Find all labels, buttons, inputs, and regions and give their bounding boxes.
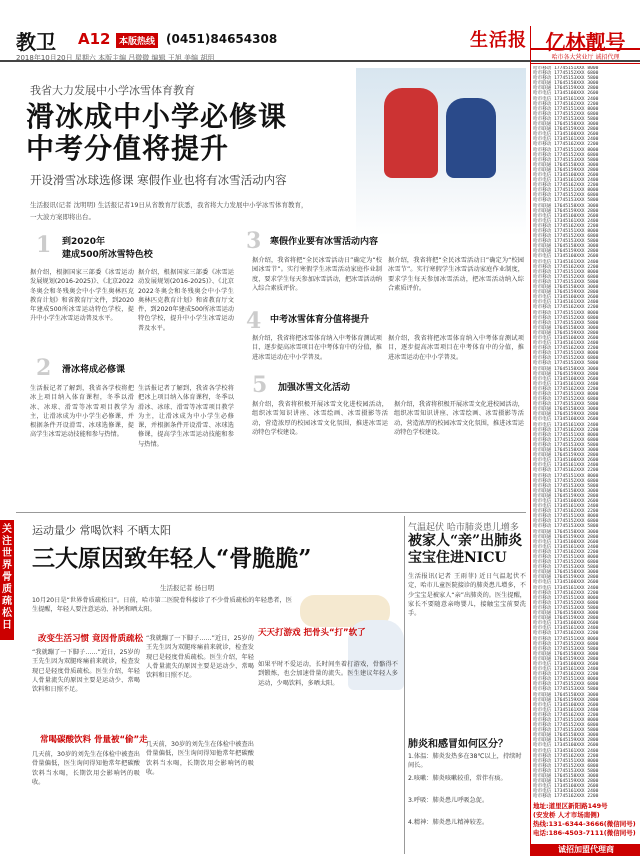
- story-title: 三大原因致年轻人“骨脆脆”: [32, 545, 312, 572]
- story-lead: 10月20日是“世界骨质疏松日”。日前，哈市第二医院骨科接诊了不少骨质疏松的年轻患者，医生提醒，年轻人要注意运动、补钙和晒太阳。: [32, 597, 292, 614]
- ad-number-line: 哈市移动 17745152XXX 6800: [533, 682, 599, 688]
- story-body-3: 如果平时不爱运动，长时间坐着打游戏，骨骼得不到锻炼，也会加速骨量的流失。医生建议年轻人多运动，少喝饮料，多晒太阳。: [258, 661, 398, 687]
- ad-number-line: 哈市移动 17745151XXX 8000: [533, 351, 599, 357]
- ad-number-line: 哈市电信 17345161XXX 2400: [533, 667, 599, 673]
- qa-item: 1.体温：肺炎发热多在38℃以上，持续时间长。: [408, 753, 522, 769]
- point-body-cont: 据介绍，我省将积极开展冰雪文化进校园活动，组织冰雪知识讲座、冰雪绘画、冰雪摄影等活动，营造浓厚的校园冰雪文化氛围，推进冰雪运动特色学校建设。: [394, 401, 524, 436]
- ad-number-line: 哈市移动 17745162XXX 2200: [533, 183, 599, 189]
- ad-number-line: 哈市移动 17745153XXX 5800: [533, 768, 599, 774]
- ad-number-line: 哈市电信 17345161XXX 2400: [533, 178, 599, 184]
- side-kicker: 气温起伏 哈市肺炎患儿增多: [408, 523, 519, 533]
- ad-number-line: 哈市移动 17745151XXX 8000: [533, 432, 599, 438]
- ad-number-line: 哈市联通 17645159XXX 2800: [533, 779, 599, 785]
- side-body: 生活报讯(记者 王雨菲) 近日气温起伏不定，哈市儿童医院接诊的肺炎患儿增多，不少宝宝是被家人“亲”出肺炎的。医生提醒，家长不要随意亲吻婴儿，接触宝宝前要洗手。: [408, 573, 526, 618]
- ad-number-line: 哈市联通 17645159XXX 2800: [533, 738, 599, 744]
- ad-number-line: 哈市移动 17745162XXX 2200: [533, 305, 599, 311]
- ad-number-line: 哈市联通 17645158XXX 3000: [533, 203, 599, 209]
- lead-story: [16, 68, 526, 236]
- lead-title-2: 中考分值将提升: [26, 132, 230, 165]
- ad-number-line: 哈市联通 17645159XXX 2800: [533, 616, 599, 622]
- ad-number-line: 哈市移动 17745151XXX 8000: [533, 147, 599, 153]
- ad-number-line: 哈市电信 17345160XXX 2600: [533, 254, 599, 260]
- ad-number-line: 哈市移动 17745153XXX 5800: [533, 565, 599, 571]
- ad-number-line: 哈市电信 17345160XXX 2600: [533, 539, 599, 545]
- ad-number-line: 哈市移动 17745151XXX 8000: [533, 269, 599, 275]
- point-body: 据介绍，我省将积极开展冰雪文化进校园活动，组织冰雪知识讲座、冰雪绘画、冰雪摄影等活动，营造浓厚的校园冰雪文化氛围，推进冰雪运动特色学校建设。: [252, 401, 388, 436]
- story-subhead-1: 改变生活习惯 竟因骨质疏松: [38, 634, 143, 644]
- ad-number-line: 哈市移动 17745152XXX 6800: [533, 193, 599, 199]
- ad-number-line: 哈市移动 17745153XXX 5800: [533, 483, 599, 489]
- ad-number-line: 哈市联通 17645159XXX 2800: [533, 208, 599, 214]
- point-title: 加强冰雪文化活动: [278, 383, 351, 393]
- ad-number-line: 哈市联通 17645158XXX 3000: [533, 162, 599, 168]
- ad-number-line: 哈市电信 17345160XXX 2600: [533, 458, 599, 464]
- ad-phone-2: 电话:186-4503-7111(微信同号): [533, 829, 636, 837]
- ad-number-line: 哈市电信 17345160XXX 2600: [533, 376, 599, 382]
- ad-address: 地址:道里区新阳路149号: [533, 802, 608, 810]
- ad-number-line: 哈市电信 17345161XXX 2400: [533, 707, 599, 713]
- ad-number-line: 哈市移动 17745162XXX 2200: [533, 753, 599, 759]
- ad-number-line: 哈市移动 17745152XXX 6800: [533, 274, 599, 280]
- ad-number-line: 哈市联通 17645159XXX 2800: [533, 290, 599, 296]
- ad-number-line: 哈市移动 17745152XXX 6800: [533, 641, 599, 647]
- point-number: 1: [36, 232, 52, 258]
- point-body: 据介绍，根据国家三部委《冰雪运动发展规划(2016-2025)》、《北京2022冬奥会和冬残奥会中小学生奥林匹克教育计划》和省教育厅文件，到2020年建成500所冰雪运动特色学校，提升中小学生冰雪运动普及水平。: [30, 269, 134, 323]
- point-title-2: 建成500所冰雪特色校: [62, 250, 153, 260]
- ad-number-line: 哈市移动 17745162XXX 2200: [533, 223, 599, 229]
- ad-number-line: 哈市移动 17745152XXX 6800: [533, 397, 599, 403]
- ad-number-line: 哈市移动 17745162XXX 2200: [533, 346, 599, 352]
- ad-number-line: 哈市移动 17745162XXX 2200: [533, 101, 599, 107]
- kid-blue-jacket-icon: [446, 98, 496, 178]
- ad-number-line: 哈市电信 17345161XXX 2400: [533, 422, 599, 428]
- ad-number-line: 哈市移动 17745162XXX 2200: [533, 509, 599, 515]
- story-subhead-3: 天天打游戏 把骨头“打”软了: [258, 628, 366, 638]
- ad-number-line: 哈市电信 17345160XXX 2600: [533, 784, 599, 790]
- ad-number-line: 哈市移动 17745162XXX 2200: [533, 427, 599, 433]
- ad-column: [530, 26, 640, 856]
- ad-number-line: 哈市联通 17645159XXX 2800: [533, 249, 599, 255]
- lead-subtitle: 开设滑雪冰球选修课 寒假作业也将有冰雪活动内容: [30, 173, 287, 187]
- ad-number-line: 哈市移动 17745162XXX 2200: [533, 672, 599, 678]
- ad-phone: 热线:131-6344-3666(微信同号): [533, 820, 636, 828]
- ad-number-line: 哈市联通 17645159XXX 2800: [533, 656, 599, 662]
- newspaper-logo: 生活报: [470, 30, 527, 51]
- ad-number-line: 哈市移动 17745162XXX 2200: [533, 142, 599, 148]
- ad-number-line: 哈市电信 17345160XXX 2600: [533, 702, 599, 708]
- ad-number-line: 哈市电信 17345160XXX 2600: [533, 295, 599, 301]
- point-number: 4: [246, 308, 262, 334]
- point-body: 据介绍，我省将把“全民冰雪活动日”确定为“校园冰雪节”。实行寒假学生冰雪活动家庭作业制度，要求学生每天参加冰雪活动，把冰雪活动纳入综合素质评价。: [252, 257, 382, 292]
- ad-number-line: 哈市移动 17745151XXX 8000: [533, 392, 599, 397]
- ad-number-line: 哈市电信 17345160XXX 2600: [533, 213, 599, 219]
- ad-subtitle: 哈市各大营业厅 诚招代理: [531, 50, 640, 64]
- ad-number-line: 哈市移动 17745151XXX 8000: [533, 758, 599, 764]
- ad-address-note: (安发桥 人才市场南侧): [533, 811, 600, 819]
- ad-number-line: 哈市移动 17745151XXX 8000: [533, 66, 599, 71]
- ad-number-line: 哈市电信 17345161XXX 2400: [533, 626, 599, 632]
- ad-number-line: 哈市移动 17745153XXX 5800: [533, 442, 599, 448]
- ad-number-line: 哈市电信 17345160XXX 2600: [533, 417, 599, 423]
- vertical-banner: 关注世界骨质疏松日: [0, 520, 14, 640]
- side-title: 被家人“亲”出肺炎 宝宝住进NICU: [408, 533, 523, 566]
- ad-number-line: 哈市联通 17645158XXX 3000: [533, 285, 599, 291]
- ad-number-line: 哈市联通 17645158XXX 3000: [533, 651, 599, 657]
- ad-number-line: 哈市移动 17745151XXX 8000: [533, 310, 599, 316]
- ad-number-line: 哈市移动 17745152XXX 6800: [533, 152, 599, 158]
- story-body-2-cont: 几天前，30岁的刘先生在体检中被查出骨量偏低，医生询问得知他常年把碳酸饮料当水喝，长期饮用会影响钙的吸收。: [146, 741, 254, 776]
- ad-number-line: 哈市联通 17645158XXX 3000: [533, 488, 599, 494]
- qa-item: 3.呼吸：肺炎患儿呼吸急促。: [408, 797, 489, 804]
- ad-number-line: 哈市移动 17745152XXX 6800: [533, 763, 599, 769]
- qa-item: 4.精神：肺炎患儿精神较差。: [408, 819, 489, 826]
- ad-footer: [531, 802, 640, 856]
- ad-number-line: 哈市联通 17645158XXX 3000: [533, 81, 599, 87]
- ad-number-line: 哈市移动 17745153XXX 5800: [533, 402, 599, 408]
- qa-title: 肺炎和感冒如何区分？: [408, 739, 508, 750]
- kid-red-jacket-icon: [384, 88, 438, 178]
- ad-number-line: 哈市电信 17345161XXX 2400: [533, 381, 599, 387]
- ad-number-line: 哈市联通 17645158XXX 3000: [533, 611, 599, 617]
- ad-number-line: 哈市移动 17745162XXX 2200: [533, 264, 599, 270]
- lead-title-1: 滑冰成中小学必修课: [26, 100, 288, 133]
- lead-byline-2: 一大波方案即将出台。: [30, 213, 95, 221]
- ad-number-line: 哈市移动 17745153XXX 5800: [533, 239, 599, 245]
- ad-number-line: 哈市联通 17645159XXX 2800: [533, 330, 599, 336]
- lead-kicker: 我省大力发展中小学冰雪体育教育: [30, 84, 195, 97]
- ad-number-line: 哈市移动 17745162XXX 2200: [533, 712, 599, 718]
- ad-number-line: 哈市电信 17345161XXX 2400: [533, 137, 599, 143]
- ad-number-line: 哈市移动 17745153XXX 5800: [533, 687, 599, 693]
- skating-kids-photo: [356, 68, 526, 236]
- point-body-cont: 据介绍，我省将把“全民冰雪活动日”确定为“校园冰雪节”。实行寒假学生冰雪活动家庭作业制度，要求学生每天参加冰雪活动，把冰雪活动纳入综合素质评价。: [388, 257, 524, 292]
- ad-number-line: 哈市联通 17645158XXX 3000: [533, 570, 599, 576]
- ad-number-line: 哈市联通 17645159XXX 2800: [533, 493, 599, 499]
- ad-number-line: 哈市联通 17645159XXX 2800: [533, 167, 599, 173]
- ad-number-line: 哈市电信 17345161XXX 2400: [533, 463, 599, 469]
- point-body-cont: 据介绍，我省将把冰雪体育纳入中考体育测试项目，逐步提高冰雪项目在中考体育中的分值，推进冰雪运动在中小学普及。: [388, 335, 524, 361]
- ad-number-line: 哈市电信 17345160XXX 2600: [533, 498, 599, 504]
- ad-number-line: 哈市移动 17745151XXX 8000: [533, 106, 599, 112]
- ad-number-line: 哈市移动 17745162XXX 2200: [533, 549, 599, 555]
- ad-number-line: 哈市电信 17345160XXX 2600: [533, 621, 599, 627]
- ad-number-line: 哈市移动 17745152XXX 6800: [533, 234, 599, 240]
- ad-number-line: 哈市电信 17345161XXX 2400: [533, 748, 599, 754]
- ad-number-line: 哈市移动 17745152XXX 6800: [533, 478, 599, 484]
- ad-number-line: 哈市联通 17645158XXX 3000: [533, 122, 599, 128]
- ad-number-line: 哈市移动 17745152XXX 6800: [533, 71, 599, 77]
- ad-number-line: 哈市联通 17645158XXX 3000: [533, 325, 599, 331]
- ad-number-line: 哈市移动 17745162XXX 2200: [533, 590, 599, 596]
- ad-number-line: 哈市电信 17345160XXX 2600: [533, 172, 599, 178]
- story-byline: 生活报记者 杨日明: [160, 584, 215, 592]
- ad-number-line: 哈市移动 17745153XXX 5800: [533, 646, 599, 652]
- ad-number-line: 哈市移动 17745153XXX 5800: [533, 605, 599, 611]
- hotline-label: 本版热线: [116, 33, 158, 48]
- story-body-2: 几天前，30岁的刘先生在体检中被查出骨量偏低，医生询问得知他常年把碳酸饮料当水喝，长期饮用会影响钙的吸收。: [32, 751, 140, 786]
- story-subhead-2: 常喝碳酸饮料 骨量被“偷”走: [40, 735, 148, 745]
- ad-number-line: 哈市移动 17745153XXX 5800: [533, 320, 599, 326]
- point-body-cont: 据介绍，根据国家三部委《冰雪运动发展规划(2016-2025)》、《北京2022冬奥会和冬残奥会中小学生奥林匹克教育计划》和省教育厅文件，到2020年建成500所冰雪运动特色学校，提升中小学生冰雪运动普及水平。: [138, 269, 234, 332]
- ad-number-line: 哈市移动 17745153XXX 5800: [533, 524, 599, 530]
- ad-number-line: 哈市联通 17645159XXX 2800: [533, 697, 599, 703]
- ad-number-line: 哈市电信 17345161XXX 2400: [533, 504, 599, 510]
- ad-number-line: 哈市联通 17645158XXX 3000: [533, 529, 599, 535]
- ad-number-line: 哈市电信 17345161XXX 2400: [533, 300, 599, 306]
- ad-number-line: 哈市移动 17745152XXX 6800: [533, 111, 599, 117]
- ad-number-line: 哈市移动 17745152XXX 6800: [533, 723, 599, 729]
- ad-number-line: 哈市电信 17345161XXX 2400: [533, 341, 599, 347]
- qa-item: 2.咳嗽：肺炎咳嗽较重，常伴有痰。: [408, 775, 507, 782]
- point-title: 寒假作业要有冰雪活动内容: [270, 237, 379, 247]
- ad-number-line: 哈市移动 17745152XXX 6800: [533, 356, 599, 362]
- ad-number-line: 哈市电信 17345160XXX 2600: [533, 661, 599, 667]
- ad-number-line: 哈市移动 17745151XXX 8000: [533, 473, 599, 479]
- ad-number-line: 哈市电信 17345160XXX 2600: [533, 743, 599, 749]
- page-number: A12: [78, 30, 111, 48]
- ad-number-line: 哈市联通 17645159XXX 2800: [533, 575, 599, 581]
- ad-number-line: 哈市移动 17745162XXX 2200: [533, 631, 599, 637]
- dateline: 2018年10月20日 星期六 本版主编 吕微微 编辑 王旭 美编 胡玥: [16, 54, 215, 62]
- story-kicker: 运动量少 常喝饮料 不晒太阳: [32, 524, 171, 537]
- ad-title: 亿林靓号: [531, 26, 640, 50]
- ad-number-line: 哈市移动 17745151XXX 8000: [533, 188, 599, 194]
- ad-number-line: 哈市移动 17745151XXX 8000: [533, 514, 599, 520]
- ad-number-line: 哈市移动 17745151XXX 8000: [533, 595, 599, 601]
- ad-number-line: 哈市移动 17745152XXX 6800: [533, 315, 599, 321]
- ad-number-line: 哈市联通 17645158XXX 3000: [533, 774, 599, 780]
- ad-number-line: 哈市电信 17345161XXX 2400: [533, 789, 599, 795]
- point-number: 3: [246, 228, 262, 254]
- ad-number-line: 哈市移动 17745153XXX 5800: [533, 361, 599, 367]
- ad-number-list: [533, 66, 639, 801]
- ad-number-line: 哈市电信 17345160XXX 2600: [533, 91, 599, 97]
- ad-number-line: 哈市联通 17645158XXX 3000: [533, 407, 599, 413]
- ad-number-line: 哈市联通 17645159XXX 2800: [533, 86, 599, 92]
- point-number: 5: [252, 372, 268, 398]
- point-body: 生活报记者了解到，我省各学校将把冰上项目纳入体育课程，冬季以滑冰、冰球、滑雪等冰雪项目教学为主，让滑冰成为中小学生必修课，并根据条件开设滑雪、冰球选修课，提高学生冰雪运动技能和参与热情。: [30, 385, 134, 439]
- point-title: 中考冰雪体育分值将提升: [270, 315, 370, 325]
- ad-number-line: 哈市移动 17745152XXX 6800: [533, 600, 599, 606]
- ad-number-line: 哈市电信 17345161XXX 2400: [533, 218, 599, 224]
- point-title: 滑冰将成必修课: [62, 365, 126, 375]
- ad-number-line: 哈市移动 17745153XXX 5800: [533, 198, 599, 204]
- ad-number-line: 哈市移动 17745152XXX 6800: [533, 437, 599, 443]
- lead-byline: 生活报讯(记者 沈明明) 生活报记者19日从省教育厅获悉，我省将大力发展中小学冰雪体育教育，: [30, 201, 308, 209]
- ad-number-line: 哈市联通 17645159XXX 2800: [533, 371, 599, 377]
- ad-number-line: 哈市移动 17745153XXX 5800: [533, 728, 599, 734]
- section-title: 教卫: [16, 30, 56, 54]
- story-body-1: “我就蹦了一下脚子……”近日，25岁的王先生因为双腿疼痛前来就诊，检查发现已是轻度骨质疏松。医生介绍，年轻人骨量流失的原因主要是运动少、常喝饮料和日照不足。: [32, 649, 140, 694]
- ad-number-line: 哈市移动 17745153XXX 5800: [533, 157, 599, 163]
- point-number: 2: [36, 355, 52, 381]
- ad-number-line: 哈市移动 17745152XXX 6800: [533, 519, 599, 525]
- point-title: 到2020年: [62, 237, 106, 247]
- ad-number-line: 哈市联通 17645158XXX 3000: [533, 366, 599, 372]
- ad-number-line: 哈市电信 17345160XXX 2600: [533, 580, 599, 586]
- point-body-cont: 生活报记者了解到，我省各学校将把冰上项目纳入体育课程，冬季以滑冰、冰球、滑雪等冰雪项目教学为主，让滑冰成为中小学生必修课，并根据条件开设滑雪、冰球选修课，提高学生冰雪运动技能和参与热情。: [138, 385, 234, 448]
- ad-number-line: 哈市电信 17345161XXX 2400: [533, 585, 599, 591]
- point-body: 据介绍，我省将把冰雪体育纳入中考体育测试项目，逐步提高冰雪项目在中考体育中的分值，推进冰雪运动在中小学普及。: [252, 335, 382, 361]
- ad-number-line: 哈市联通 17645159XXX 2800: [533, 412, 599, 418]
- ad-number-line: 哈市电信 17345161XXX 2400: [533, 96, 599, 102]
- ad-number-line: 哈市联通 17645159XXX 2800: [533, 453, 599, 459]
- ad-number-line: 哈市移动 17745151XXX 8000: [533, 555, 599, 560]
- ad-recruit-bar: 诚招加盟代理商: [531, 844, 640, 856]
- ad-number-line: 哈市联通 17645159XXX 2800: [533, 534, 599, 540]
- ad-number-line: 哈市移动 17745151XXX 8000: [533, 229, 599, 234]
- ad-number-line: 哈市联通 17645158XXX 3000: [533, 448, 599, 454]
- ad-number-line: 哈市移动 17745153XXX 5800: [533, 279, 599, 285]
- ad-number-line: 哈市移动 17745162XXX 2200: [533, 468, 599, 474]
- ad-number-line: 哈市电信 17345160XXX 2600: [533, 132, 599, 138]
- ad-number-line: 哈市移动 17745153XXX 5800: [533, 116, 599, 122]
- ad-number-line: 哈市移动 17745151XXX 8000: [533, 636, 599, 642]
- ad-number-line: 哈市联通 17645158XXX 3000: [533, 733, 599, 739]
- ad-number-line: 哈市联通 17645158XXX 3000: [533, 244, 599, 250]
- ad-number-line: 哈市电信 17345161XXX 2400: [533, 544, 599, 550]
- ad-number-line: 哈市移动 17745151XXX 8000: [533, 718, 599, 723]
- ad-number-line: 哈市移动 17745162XXX 2200: [533, 386, 599, 392]
- ad-number-line: 哈市移动 17745151XXX 8000: [533, 677, 599, 683]
- ad-number-line: 哈市联通 17645158XXX 3000: [533, 692, 599, 698]
- ad-number-line: 哈市联通 17645159XXX 2800: [533, 127, 599, 133]
- story-body-1-cont: “我就蹦了一下脚子……”近日，25岁的王先生因为双腿疼痛前来就诊，检查发现已是轻度骨质疏松。医生介绍，年轻人骨量流失的原因主要是运动少、常喝饮料和日照不足。: [146, 635, 254, 680]
- ad-number-line: 哈市移动 17745153XXX 5800: [533, 76, 599, 82]
- ad-number-line: 哈市电信 17345160XXX 2600: [533, 335, 599, 341]
- ad-number-line: 哈市移动 17745162XXX 2200: [533, 794, 599, 800]
- hotline-phone: (0451)84654308: [166, 32, 278, 46]
- ad-number-line: 哈市电信 17345161XXX 2400: [533, 259, 599, 265]
- ad-number-line: 哈市移动 17745152XXX 6800: [533, 560, 599, 566]
